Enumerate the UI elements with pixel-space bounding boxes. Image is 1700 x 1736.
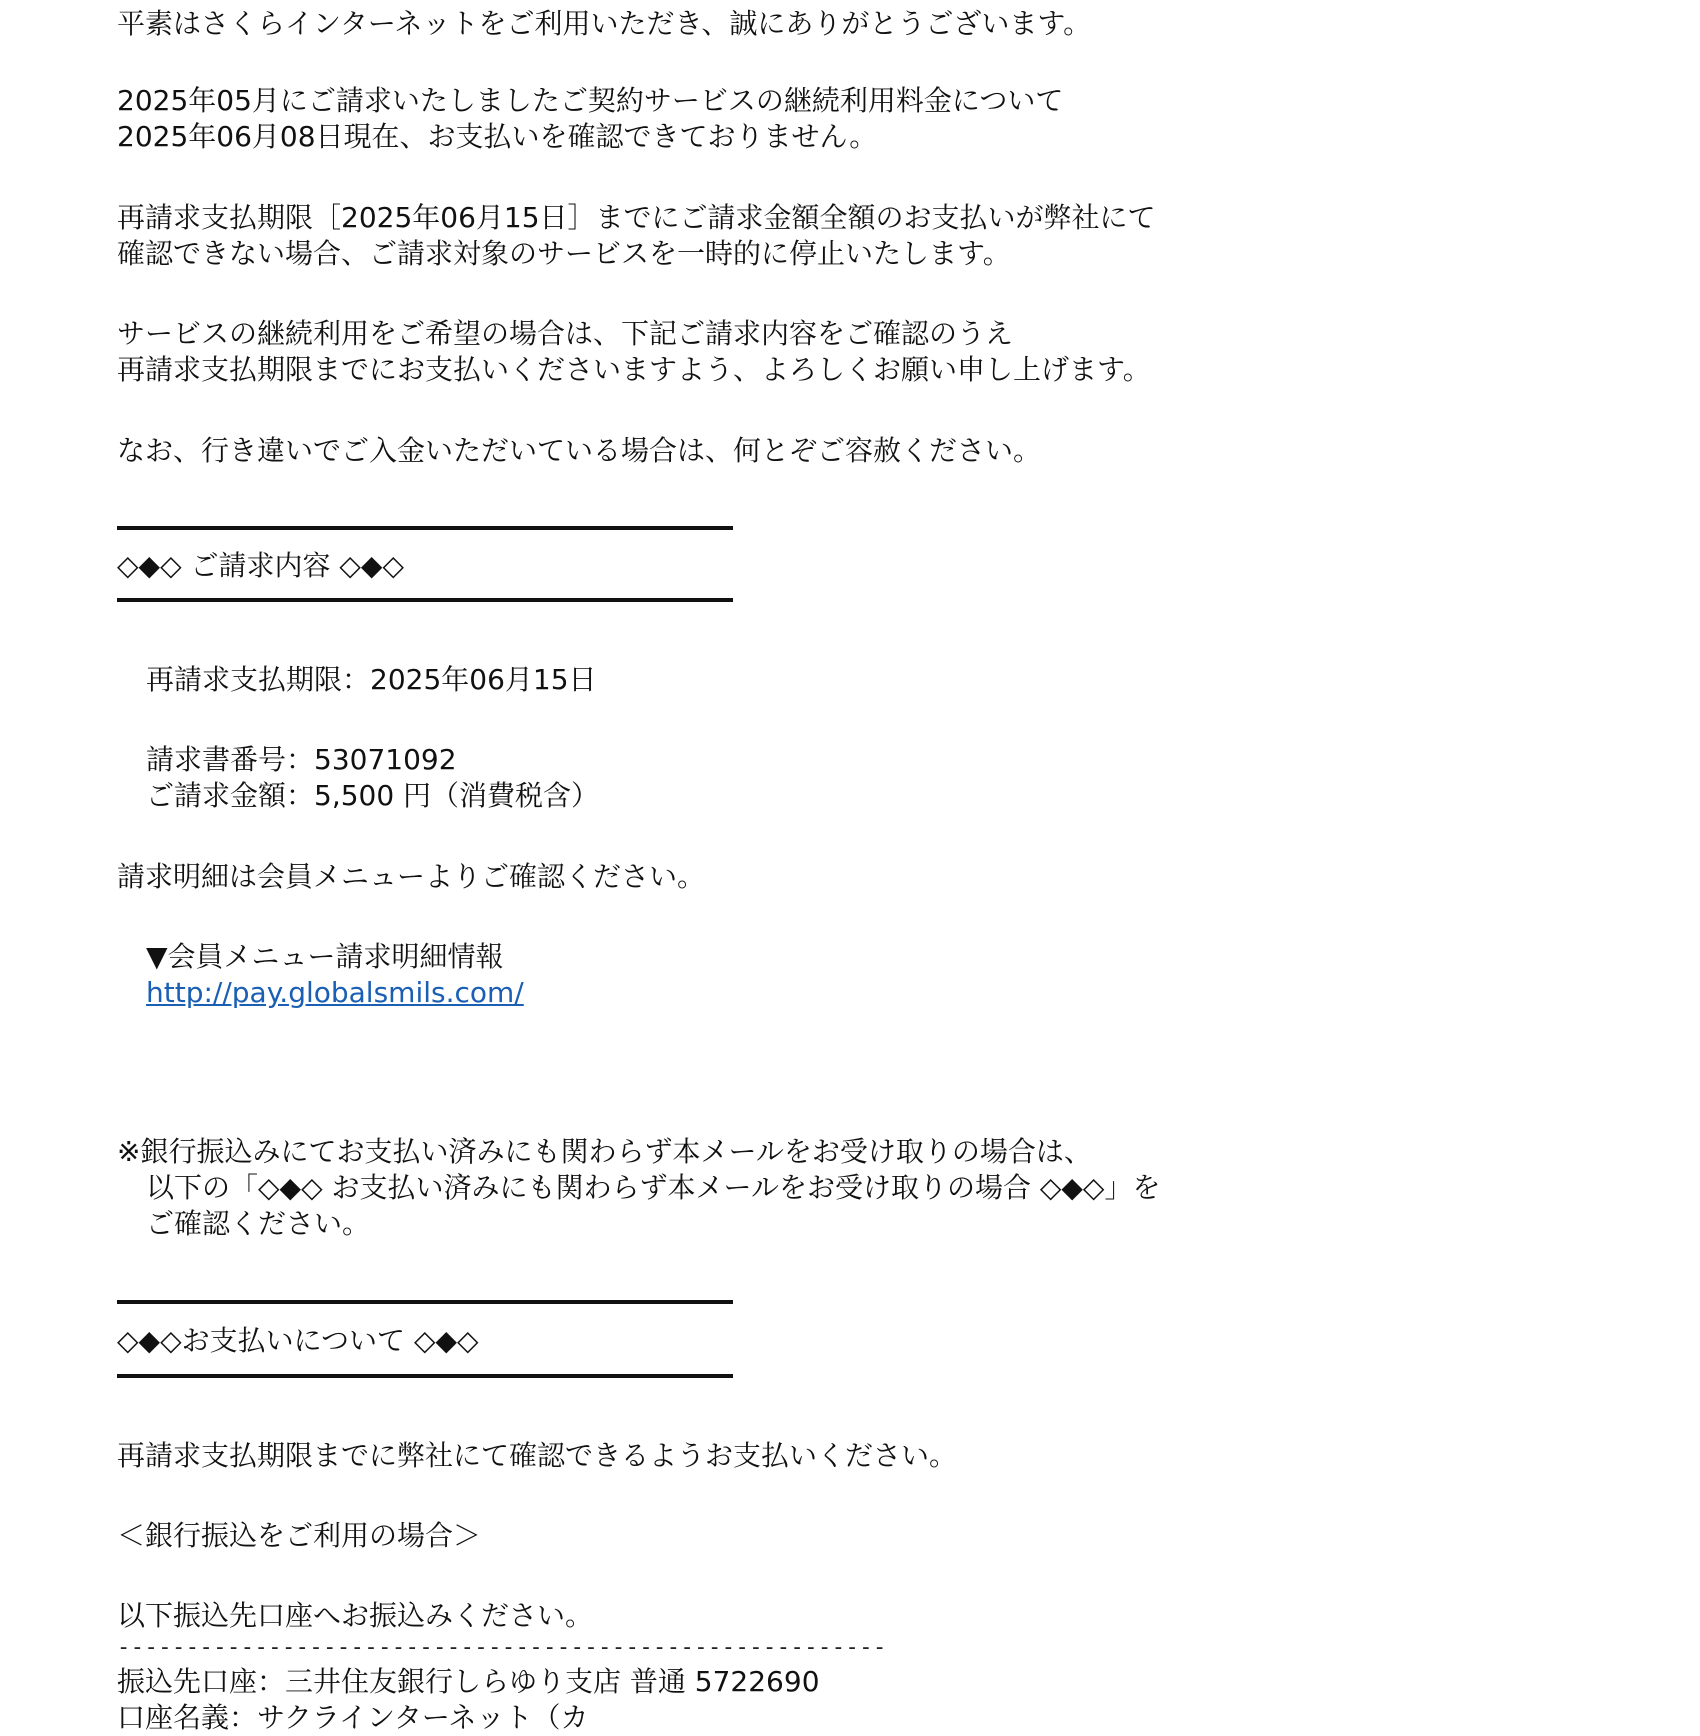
billing-section-bottom-rule [117,598,733,602]
due-date-text: 再請求支払期限：2025年06月15日 [146,663,597,696]
email-body [117,0,1677,1732]
paid-notice-line-1: ※銀行振込みにてお支払い済みにも関わらず本メールをお受け取りの場合は、 [117,1135,1092,1168]
bank-transfer-header: ＜銀行振込をご利用の場合＞ [117,1519,482,1552]
billing-notice-line-1: 2025年05月にご請求いたしましたご契約サービスの継続利用料金について [117,84,1064,117]
account-name-text: 口座名義：サクラインターネット（カ [117,1701,589,1734]
dashed-separator: -------------------------------------------------------- [117,1635,887,1660]
payment-section-top-rule [117,1300,733,1304]
amount-text: ご請求金額：5,500 円（消費税含） [146,779,600,812]
payment-instruction-text: 再請求支払期限までに弊社にて確認できるようお支払いください。 [117,1439,958,1472]
billing-section-top-rule [117,526,733,530]
apology-text: なお、行き違いでご入金いただいている場合は、何とぞご容赦ください。 [117,434,1042,467]
suspension-warning-line-1: 再請求支払期限［2025年06月15日］までにご請求金額全額のお支払いが弊社にて [117,201,1156,234]
details-note-text: 請求明細は会員メニューよりご確認ください。 [117,860,706,893]
request-line-1: サービスの継続利用をご希望の場合は、下記ご請求内容をご確認のうえ [117,317,1014,350]
request-line-2: 再請求支払期限までにお支払いくださいますよう、よろしくお願い申し上げます。 [117,353,1151,386]
payment-section-bottom-rule [117,1374,733,1378]
payment-section-heading: ◇◆◇お支払いについて ◇◆◇ [117,1324,479,1357]
bank-instruction-text: 以下振込先口座へお振込みください。 [117,1599,594,1632]
paid-notice-line-3: ご確認ください。 [146,1207,371,1240]
billing-notice-line-2: 2025年06月08日現在、お支払いを確認できておりません。 [117,120,878,153]
greeting-text: 平素はさくらインターネットをご利用いただき、誠にありがとうございます。 [117,7,1092,40]
billing-section-heading: ◇◆◇ ご請求内容 ◇◆◇ [117,549,405,582]
paid-notice-line-2: 以下の「◇◆◇ お支払い済みにも関わらず本メールをお受け取りの場合 ◇◆◇」を [146,1171,1161,1204]
invoice-number-text: 請求書番号：53071092 [146,743,457,776]
member-menu-label: ▼会員メニュー請求明細情報 [146,940,504,973]
suspension-warning-line-2: 確認できない場合、ご請求対象のサービスを一時的に停止いたします。 [117,237,1011,270]
member-menu-link[interactable]: http://pay.globalsmils.com/ [146,976,524,1009]
bank-account-text: 振込先口座：三井住友銀行しらゆり支店 普通 5722690 [117,1665,820,1698]
